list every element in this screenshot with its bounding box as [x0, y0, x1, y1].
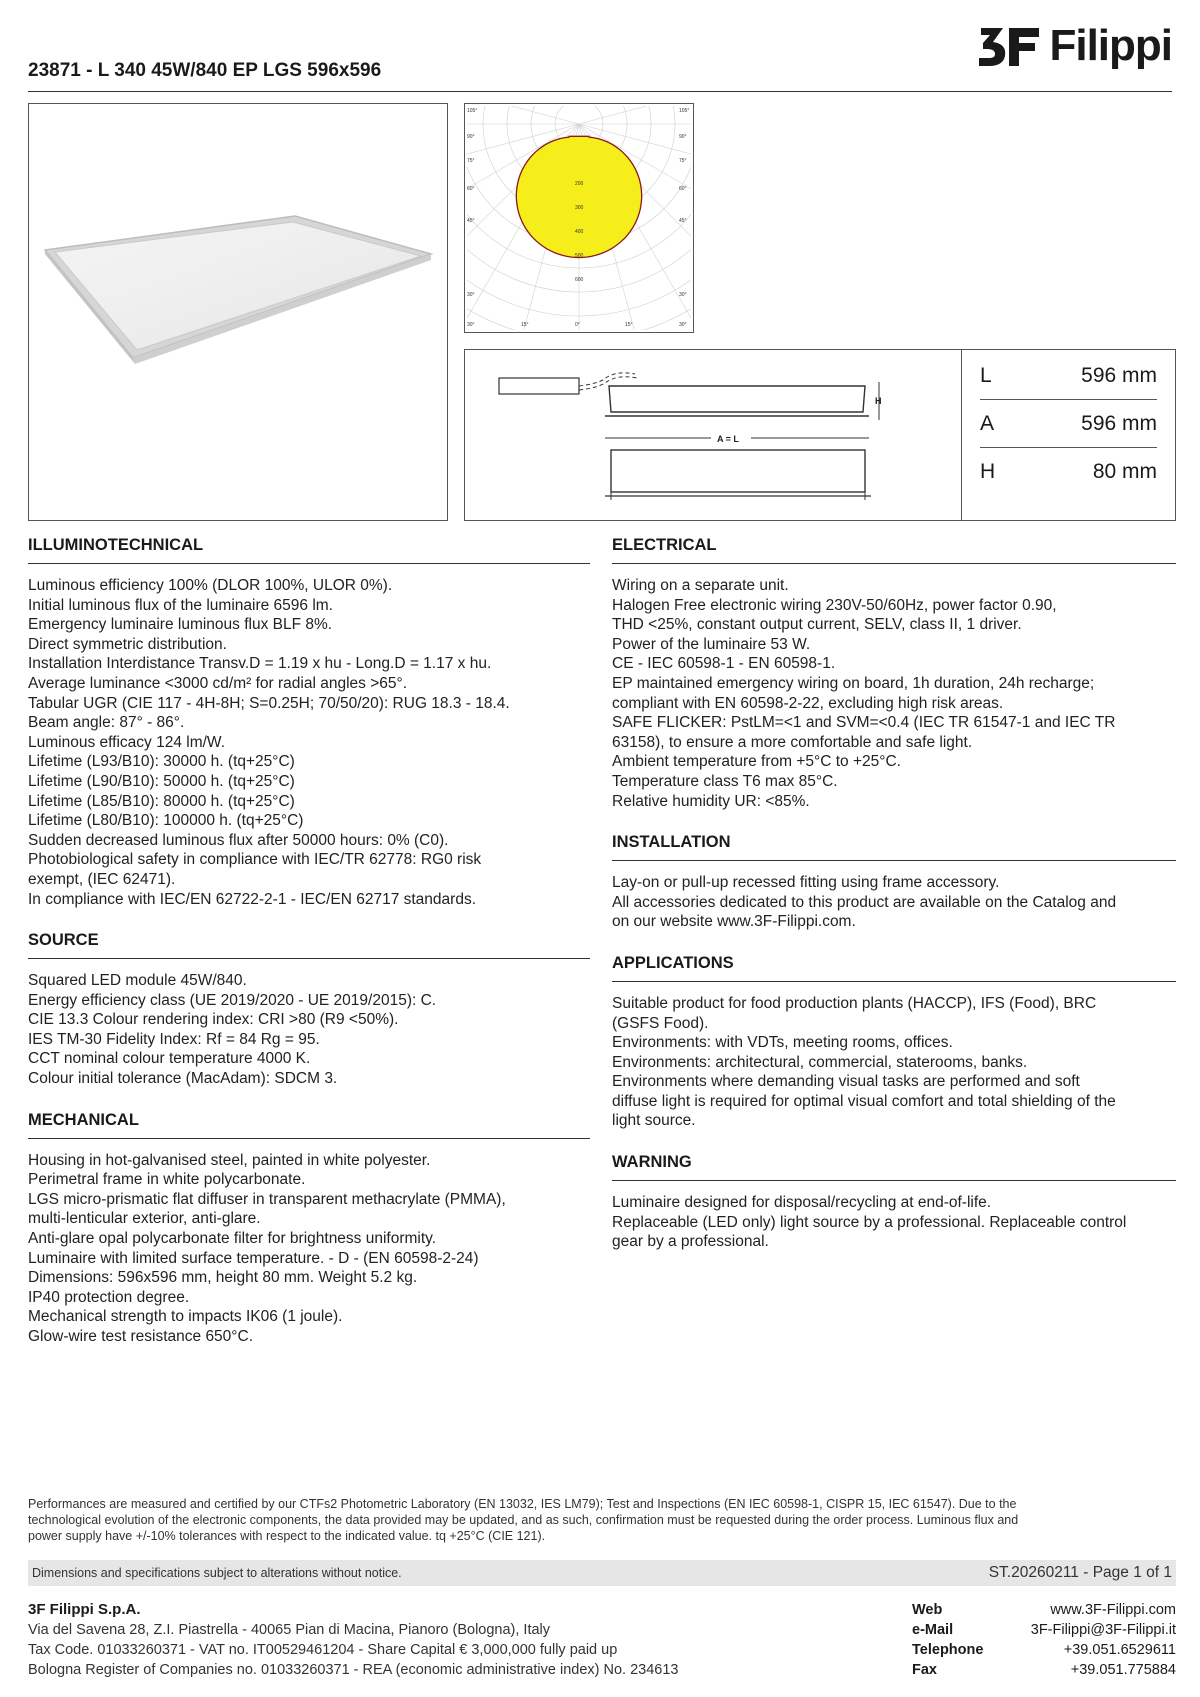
- contact-value: www.3F-Filippi.com: [1050, 1602, 1176, 1618]
- dimension-label: H: [980, 460, 996, 483]
- spec-section: [612, 829, 1176, 932]
- spec-line: Dimensions: 596x596 mm, height 80 mm. Weight 5.2 kg.: [28, 1269, 418, 1287]
- spec-line: Relative humidity UR: <85%.: [612, 792, 810, 810]
- polar-angle-label-right: 30°: [679, 292, 687, 298]
- spec-line: Tabular UGR (CIE 117 - 4H-8H; S=0.25H; 70/50/20): RUG 18.3 - 18.4.: [28, 694, 510, 712]
- spec-line: Environments where demanding visual tasks are performed and soft: [612, 1073, 1080, 1091]
- spec-line: Sudden decreased luminous flux after 50000 hours: 0% (C0).: [28, 831, 449, 849]
- spec-line: Luminous efficiency 100% (DLOR 100%, ULOR 0%).: [28, 577, 393, 594]
- spec-line: gear by a professional.: [612, 1233, 769, 1251]
- driver-box: [499, 378, 579, 394]
- product-photo: [28, 103, 448, 521]
- spec-line: Environments: architectural, commercial, staterooms, banks.: [612, 1053, 1028, 1071]
- spec-line: Glow-wire test resistance 650°C.: [28, 1328, 253, 1345]
- polar-angle-label-left: 105°: [467, 108, 478, 114]
- polar-ring-label: 600: [575, 277, 584, 283]
- spec-line: Squared LED module 45W/840.: [28, 972, 247, 990]
- polar-angle-label-left: 75°: [467, 158, 475, 164]
- section-title: ELECTRICAL: [612, 532, 1176, 564]
- spec-line: (GSFS Food).: [612, 1014, 709, 1032]
- dimension-value: 596 mm: [1081, 363, 1157, 387]
- company-address-line: Via del Savena 28, Z.I. Piastrella - 40065 Pian di Macina, Pianoro (Bologna), Italy: [28, 1622, 551, 1638]
- polar-angle-label-left: 30°: [467, 292, 475, 298]
- contact-row: [912, 1660, 1176, 1680]
- header-divider: [28, 91, 1172, 92]
- notice-bar: [28, 1560, 1176, 1586]
- spec-line: Lifetime (L90/B10): 50000 h. (tq+25°C): [28, 772, 295, 790]
- polar-angle-label-left: 90°: [467, 134, 475, 140]
- polar-ring-label: 400: [575, 229, 584, 235]
- light-distribution-curve: [516, 136, 641, 257]
- spec-line: IP40 protection degree.: [28, 1288, 190, 1306]
- spec-line: Lifetime (L93/B10): 30000 h. (tq+25°C): [28, 753, 295, 771]
- spec-line: compliant with EN 60598-2-22, excluding high risk areas.: [612, 694, 1004, 712]
- spec-line: Direct symmetric distribution.: [28, 635, 227, 653]
- polar-ring-label: 500: [575, 253, 584, 259]
- spec-line: Mechanical strength to impacts IK06 (1 joule).: [28, 1308, 343, 1326]
- document-reference: ST.20260211 - Page 1 of 1: [988, 1564, 1172, 1581]
- contact-block: [912, 1600, 1176, 1680]
- spec-line: Colour initial tolerance (MacAdam): SDCM 3.: [28, 1070, 338, 1088]
- spec-line: CIE 13.3 Colour rendering index: CRI >80 (R9 <50%).: [28, 1011, 399, 1029]
- spec-line: Photobiological safety in compliance with IEC/TR 62778: RG0 risk: [28, 851, 482, 869]
- contact-value: +39.051.775884: [1070, 1662, 1176, 1678]
- contact-row: [912, 1640, 1176, 1660]
- company-address-line: Bologna Register of Companies no. 01033260371 - REA (economic administrative index) No. 234613: [28, 1662, 679, 1678]
- spec-line: Luminous efficacy 124 lm/W.: [28, 733, 225, 751]
- spec-line: 63158), to ensure a more comfortable and safe light.: [612, 733, 973, 751]
- spec-line: Lay-on or pull-up recessed fitting using frame accessory.: [612, 874, 1000, 892]
- section-body: [28, 576, 590, 909]
- polar-bottom-label: 0°: [575, 322, 580, 328]
- spec-section: [28, 927, 590, 1089]
- spec-line: Environments: with VDTs, meeting rooms, offices.: [612, 1034, 953, 1052]
- spec-line: Beam angle: 87° - 86°.: [28, 714, 185, 732]
- disclaimer-line: technological evolution of the electronic components, the data provided may be updated, and as such, confirmation must be requested during the order process. Luminous flux and: [28, 1513, 1019, 1527]
- section-body: [612, 1193, 1176, 1252]
- dimensions-table: [961, 350, 1175, 520]
- spec-section: [28, 532, 590, 909]
- dimension-row: [980, 448, 1157, 496]
- brand-name: Filippi: [1049, 21, 1172, 70]
- brand-logo: [977, 21, 1172, 70]
- polar-angle-label-right: 60°: [679, 186, 687, 192]
- spec-line: THD <25%, constant output current, SELV, class II, 1 driver.: [612, 616, 1022, 634]
- polar-angle-label-right: 90°: [679, 134, 687, 140]
- contact-label: Fax: [912, 1662, 937, 1678]
- spec-line: diffuse light is required for optimal visual comfort and total shielding of the: [612, 1092, 1116, 1110]
- spec-line: LGS micro-prismatic flat diffuser in transparent methacrylate (PMMA),: [28, 1190, 506, 1208]
- spec-line: CE - IEC 60598-1 - EN 60598-1.: [612, 655, 836, 673]
- polar-ring-label: 300: [575, 205, 584, 211]
- spec-line: Luminaire designed for disposal/recycling at end-of-life.: [612, 1194, 992, 1212]
- spec-line: Initial luminous flux of the luminaire 6596 lm.: [28, 596, 333, 614]
- dimension-drawing: [465, 350, 961, 520]
- spec-line: Average luminance <3000 cd/m² for radial angles >65°.: [28, 674, 408, 692]
- polar-angle-label-left: 60°: [467, 186, 475, 192]
- width-marker: A = L: [717, 434, 739, 444]
- section-title: MECHANICAL: [28, 1107, 590, 1139]
- dimension-label: A: [980, 411, 995, 435]
- spec-line: Housing in hot-galvanised steel, painted in white polyester.: [28, 1151, 431, 1169]
- section-body: [612, 576, 1176, 811]
- section-body: [28, 971, 590, 1089]
- contact-row: [912, 1620, 1176, 1640]
- polar-diagram: [464, 103, 694, 333]
- luminaire-panel-illustration: [29, 104, 447, 520]
- spec-line: Installation Interdistance Transv.D = 1.19 x hu - Long.D = 1.17 x hu.: [28, 655, 492, 673]
- section-title: SOURCE: [28, 927, 590, 959]
- polar-angle-label-right: 75°: [679, 158, 687, 164]
- spec-line: EP maintained emergency wiring on board, 1h duration, 24h recharge;: [612, 674, 1095, 692]
- spec-line: CCT nominal colour temperature 4000 K.: [28, 1050, 311, 1068]
- spec-line: Lifetime (L85/B10): 80000 h. (tq+25°C): [28, 792, 295, 810]
- polar-diagram-svg: [465, 104, 693, 332]
- disclaimer-line: Performances are measured and certified by our CTFs2 Photometric Laboratory (EN 13032, IES LM79); Test and Inspections (EN IEC 60598-1, CISPR 15, IEC 61547). Due to the: [28, 1497, 1017, 1511]
- spec-line: Lifetime (L80/B10): 100000 h. (tq+25°C): [28, 812, 304, 830]
- spec-line: light source.: [612, 1112, 696, 1130]
- polar-bottom-label: 15°: [625, 322, 633, 328]
- height-marker: H: [875, 396, 882, 406]
- spec-line: Power of the luminaire 53 W.: [612, 635, 811, 653]
- polar-bottom-label: 30°: [467, 322, 475, 328]
- contact-value: 3F-Filippi@3F-Filippi.it: [1030, 1622, 1176, 1638]
- contact-value: +39.051.6529611: [1063, 1642, 1176, 1658]
- top-view-panel: [611, 450, 865, 492]
- spec-line: Energy efficiency class (UE 2019/2020 - UE 2019/2015): C.: [28, 991, 437, 1009]
- section-title: APPLICATIONS: [612, 950, 1176, 982]
- spec-line: Wiring on a separate unit.: [612, 577, 789, 594]
- dimension-value: 596 mm: [1081, 411, 1157, 435]
- section-title: WARNING: [612, 1149, 1176, 1181]
- spec-column-left: [28, 532, 590, 1365]
- side-view-housing: [609, 386, 865, 412]
- contact-row: [912, 1600, 1176, 1620]
- spec-line: Replaceable (LED only) light source by a professional. Replaceable control: [612, 1213, 1127, 1231]
- section-title: ILLUMINOTECHNICAL: [28, 532, 590, 564]
- spec-line: on our website www.3F-Filippi.com.: [612, 913, 856, 931]
- spec-section: [612, 1149, 1176, 1252]
- spec-line: Ambient temperature from +5°C to +25°C.: [612, 753, 901, 771]
- section-body: [612, 873, 1176, 932]
- spec-line: IES TM-30 Fidelity Index: Rf = 84 Rg = 95.: [28, 1030, 320, 1048]
- dimension-label: L: [980, 363, 992, 387]
- polar-ring-label: 200: [575, 181, 584, 187]
- polar-bottom-label: 30°: [679, 322, 687, 328]
- spec-section: [28, 1107, 590, 1347]
- contact-label: Telephone: [912, 1642, 984, 1658]
- spec-line: Perimetral frame in white polycarbonate.: [28, 1171, 306, 1189]
- contact-label: e-Mail: [912, 1622, 954, 1638]
- dimensions-panel: [464, 349, 1176, 521]
- spec-column-right: [612, 532, 1176, 1270]
- spec-section: [612, 532, 1176, 811]
- spec-line: exempt, (IEC 62471).: [28, 870, 176, 888]
- company-address-line: Tax Code. 01033260371 - VAT no. IT00529461204 - Share Capital € 3,000,000 fully paid up: [28, 1642, 618, 1658]
- spec-line: Temperature class T6 max 85°C.: [612, 772, 838, 790]
- section-title: INSTALLATION: [612, 829, 1176, 861]
- alteration-notice: Dimensions and specifications subject to alterations without notice.: [32, 1566, 402, 1580]
- spec-line: Luminaire with limited surface temperature. - D - (EN 60598-2-24): [28, 1249, 479, 1267]
- spec-line: Anti-glare opal polycarbonate filter for brightness uniformity.: [28, 1230, 437, 1248]
- spec-line: All accessories dedicated to this product are available on the Catalog and: [612, 893, 1117, 911]
- spec-line: In compliance with IEC/EN 62722-2-1 - IEC/EN 62717 standards.: [28, 890, 477, 908]
- cable-line: [579, 373, 635, 386]
- polar-angle-label-right: 45°: [679, 218, 687, 224]
- dimension-row: [980, 400, 1157, 448]
- company-name: 3F Filippi S.p.A.: [28, 1601, 141, 1618]
- spec-line: multi-lenticular exterior, anti-glare.: [28, 1210, 261, 1228]
- polar-angle-label-right: 105°: [679, 108, 690, 114]
- spec-line: Halogen Free electronic wiring 230V-50/60Hz, power factor 0.90,: [612, 596, 1057, 614]
- dimension-row: [980, 352, 1157, 400]
- contact-label: Web: [912, 1602, 943, 1618]
- product-code-title: 23871 - L 340 45W/840 EP LGS 596x596: [28, 60, 382, 81]
- disclaimer-line: power supply have +/-10% tolerances with respect to the indicated value. tq +25°C (CIE 121).: [28, 1529, 546, 1543]
- polar-bottom-label: 15°: [521, 322, 529, 328]
- polar-angle-label-left: 45°: [467, 218, 475, 224]
- section-body: [612, 994, 1176, 1131]
- spec-line: SAFE FLICKER: PstLM=<1 and SVM=<0.4 (IEC TR 61547-1 and IEC TR: [612, 714, 1116, 732]
- spec-section: [612, 950, 1176, 1131]
- section-body: [28, 1151, 590, 1347]
- company-info: [28, 1600, 888, 1680]
- brand-mark-icon: [977, 24, 1041, 68]
- measurement-disclaimer: [28, 1496, 1172, 1544]
- dimension-value: 80 mm: [1092, 460, 1157, 483]
- spec-line: Suitable product for food production plants (HACCP), IFS (Food), BRC: [612, 994, 1097, 1012]
- spec-line: Emergency luminaire luminous flux BLF 8%.: [28, 616, 333, 634]
